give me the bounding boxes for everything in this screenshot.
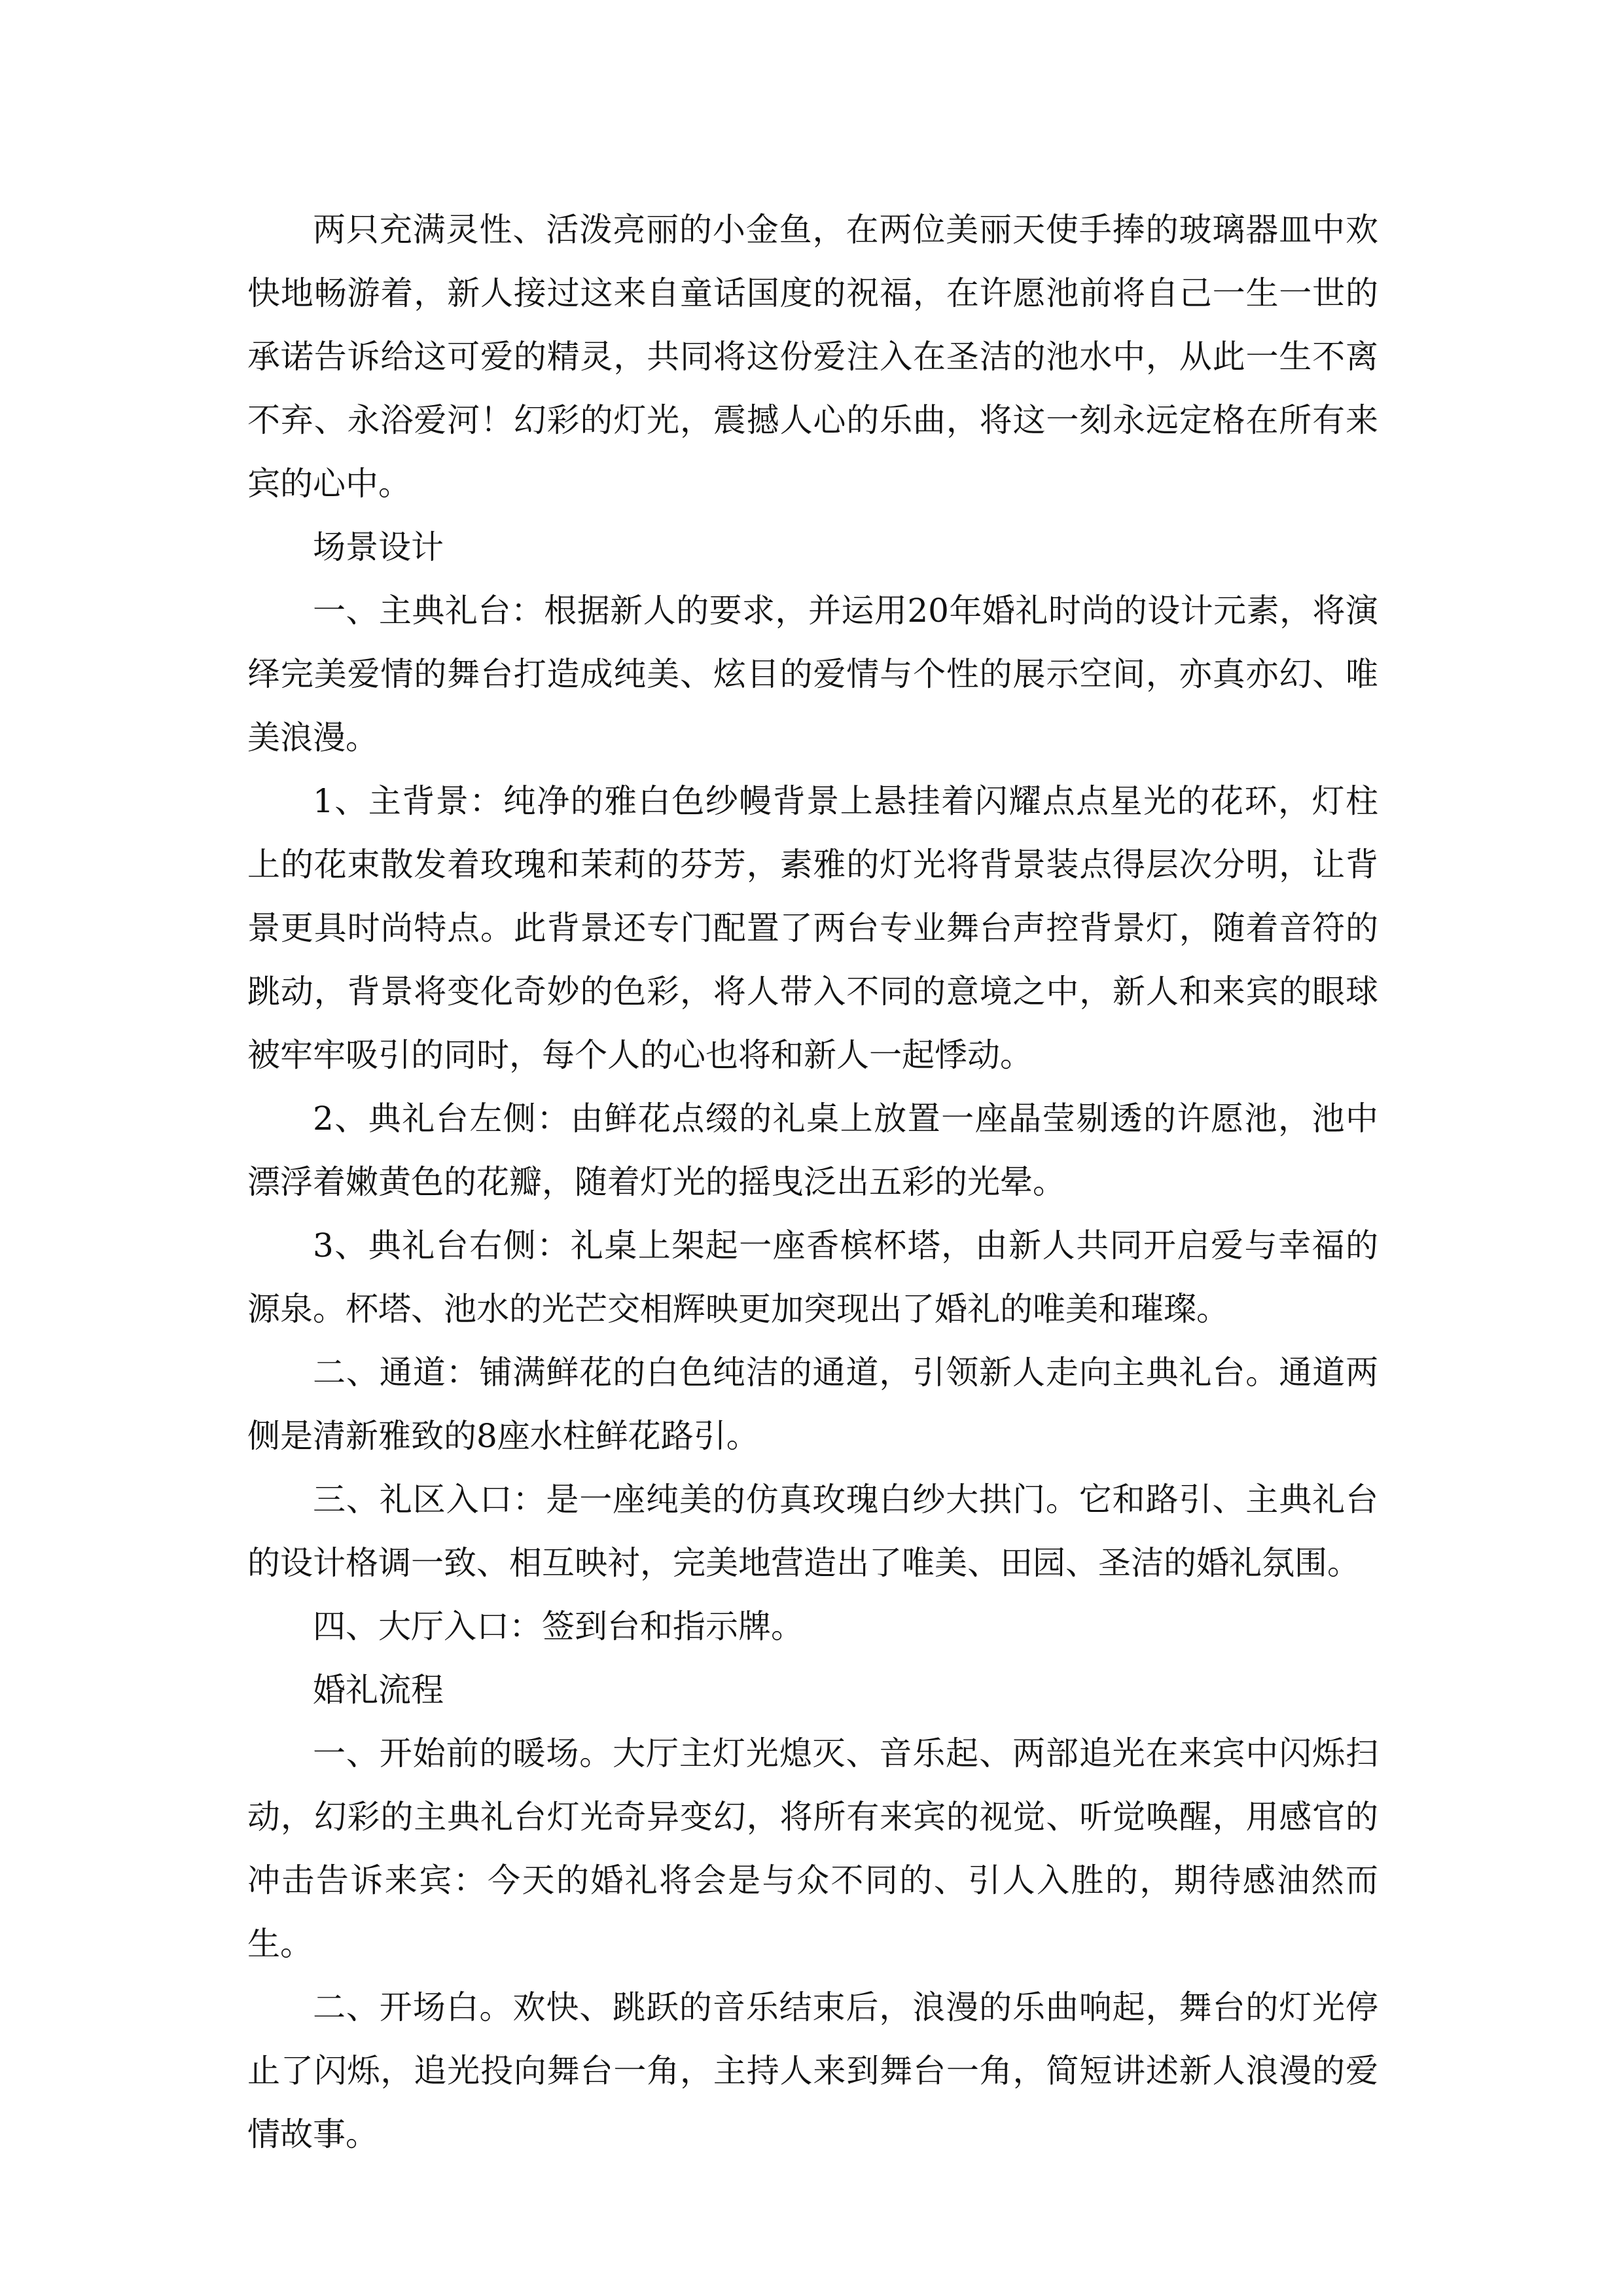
paragraph-hall-entrance: 四、大厅入口：签到台和指示牌。 <box>313 1607 804 1645</box>
paragraph-stage-right: 3、典礼台右侧：礼桌上架起一座香槟杯塔，由新人共同开启爱与幸福的源泉。杯塔、池水的光芒交相辉映更加突现出了婚礼的唯美和璀璨。 <box>247 1227 1378 1328</box>
paragraph-main-stage: 一、主典礼台：根据新人的要求，并运用20年婚礼时尚的设计元素，将演绎完美爱情的舞台打造成纯美、炫目的爱情与个性的展示空间，亦真亦幻、唯美浪漫。 <box>247 592 1378 757</box>
paragraph-main-background: 1、主背景：纯净的雅白色纱幔背景上悬挂着闪耀点点星光的花环，灯柱上的花束散发着玫瑰和茉莉的芬芳，素雅的灯光将背景装点得层次分明，让背景更具时尚特点。此背景还专门配置了两台专业舞台声控背景灯，随着音符的跳动，背景将变化奇妙的色彩，将人带入不同的意境之中，新人和来宾的眼球被牢牢吸引的同时，每个人的心也将和新人一起悸动。 <box>247 782 1378 1074</box>
paragraph-goldfish-wishing-pool: 两只充满灵性、活泼亮丽的小金鱼，在两位美丽天使手捧的玻璃器皿中欢快地畅游着，新人接过这来自童话国度的祝福，在许愿池前将自己一生一世的承诺告诉给这可爱的精灵，共同将这份爱注入在圣洁的池水中，从此一生不离不弃、永浴爱河！幻彩的灯光，震撼人心的乐曲，将这一刻永远定格在所有来宾的心中。 <box>247 211 1378 503</box>
paragraph-aisle: 二、通道：铺满鲜花的白色纯洁的通道，引领新人走向主典礼台。通道两侧是清新雅致的8座水柱鲜花路引。 <box>247 1354 1378 1455</box>
document-body <box>247 198 1378 2166</box>
paragraph-warm-up: 一、开始前的暖场。大厅主灯光熄灭、音乐起、两部追光在来宾中闪烁扫动，幻彩的主典礼台灯光奇异变幻，将所有来宾的视觉、听觉唤醒，用感官的冲击告诉来宾：今天的婚礼将会是与众不同的、引人入胜的，期待感油然而生。 <box>247 1734 1378 1963</box>
section-heading-scene-design: 场景设计 <box>313 528 444 566</box>
paragraph-ceremony-entrance: 三、礼区入口：是一座纯美的仿真玫瑰白纱大拱门。它和路引、主典礼台的设计格调一致、相互映衬，完美地营造出了唯美、田园、圣洁的婚礼氛围。 <box>247 1480 1378 1582</box>
paragraph-opening-remarks: 二、开场白。欢快、跳跃的音乐结束后，浪漫的乐曲响起，舞台的灯光停止了闪烁，追光投向舞台一角，主持人来到舞台一角，简短讲述新人浪漫的爱情故事。 <box>247 1988 1378 2153</box>
paragraph-stage-left: 2、典礼台左侧：由鲜花点缀的礼桌上放置一座晶莹剔透的许愿池，池中漂浮着嫩黄色的花瓣，随着灯光的摇曳泛出五彩的光晕。 <box>247 1100 1378 1201</box>
section-heading-wedding-process: 婚礼流程 <box>313 1671 444 1709</box>
